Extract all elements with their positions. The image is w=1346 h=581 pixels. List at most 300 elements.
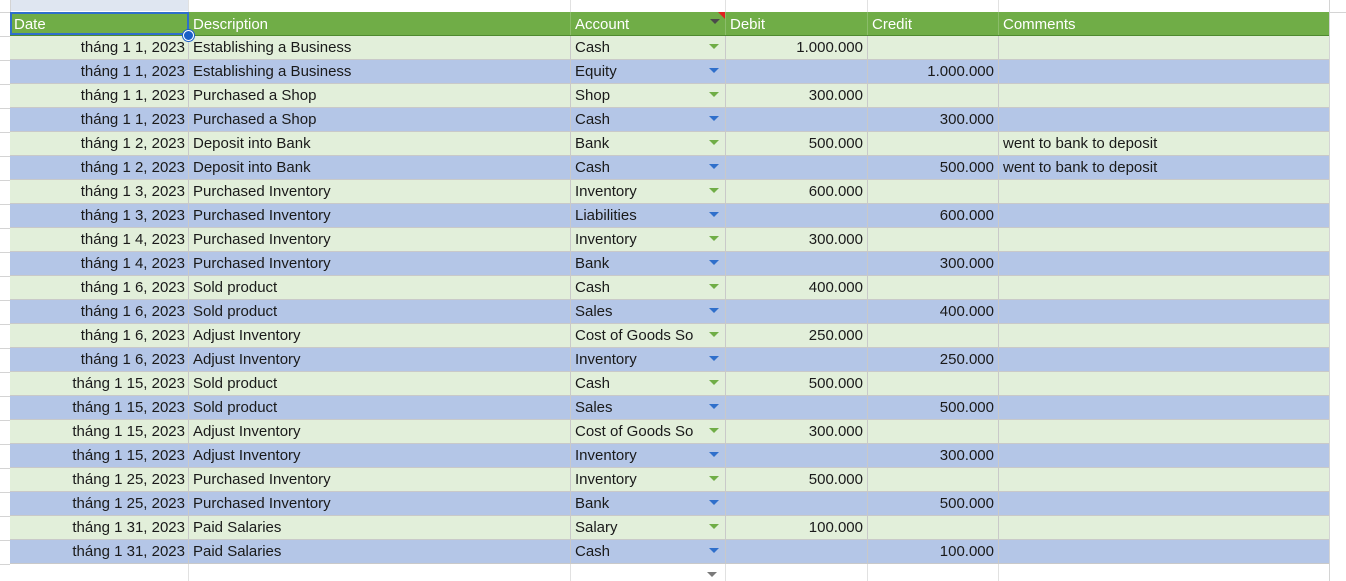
cell-date[interactable] bbox=[10, 324, 189, 347]
cell-description-value: Adjust Inventory bbox=[193, 447, 301, 464]
row-header-divider bbox=[0, 540, 10, 541]
cell-comments[interactable] bbox=[999, 372, 1330, 395]
header-date-label: Date bbox=[14, 16, 46, 33]
cell-date[interactable] bbox=[10, 396, 189, 419]
grid-line bbox=[867, 0, 868, 12]
cell-comments[interactable] bbox=[999, 228, 1330, 251]
table-right-edge bbox=[1329, 0, 1330, 581]
empty-cell[interactable] bbox=[726, 564, 868, 581]
header-debit-label: Debit bbox=[730, 16, 766, 33]
cell-description-value: Deposit into Bank bbox=[193, 135, 311, 152]
cell-date[interactable] bbox=[10, 60, 189, 83]
row-header-divider bbox=[0, 372, 10, 373]
cell-description-value: Adjust Inventory bbox=[193, 423, 301, 440]
table-row bbox=[10, 396, 1330, 420]
cell-account[interactable] bbox=[571, 108, 726, 131]
cell-date-value: tháng 1 31, 2023 bbox=[72, 543, 185, 560]
cell-account-value: Cash bbox=[575, 279, 611, 296]
grid-line bbox=[998, 0, 999, 12]
cell-account-value: Sales bbox=[575, 399, 613, 416]
row-header-divider bbox=[0, 516, 10, 517]
cell-credit-value: 500.000 bbox=[939, 495, 994, 512]
cell-debit[interactable] bbox=[726, 60, 868, 83]
cell-account[interactable] bbox=[571, 324, 726, 347]
dropdown-arrow-icon[interactable] bbox=[709, 260, 719, 265]
cell-description[interactable] bbox=[189, 180, 571, 203]
cell-account-value: Cash bbox=[575, 543, 611, 560]
cell-description-value: Sold product bbox=[193, 375, 278, 392]
cell-date[interactable] bbox=[10, 420, 189, 443]
cell-date-value: tháng 1 6, 2023 bbox=[80, 303, 185, 320]
cell-description-value: Purchased a Shop bbox=[193, 111, 317, 128]
cell-description[interactable] bbox=[189, 396, 571, 419]
cell-account[interactable] bbox=[571, 228, 726, 251]
table-row bbox=[10, 204, 1330, 228]
cell-debit[interactable] bbox=[726, 204, 868, 227]
cell-description-value: Purchased Inventory bbox=[193, 207, 331, 224]
cell-date[interactable] bbox=[10, 108, 189, 131]
cell-account[interactable] bbox=[571, 516, 726, 539]
cell-date[interactable] bbox=[10, 444, 189, 467]
cell-debit[interactable] bbox=[726, 420, 868, 443]
table-row bbox=[10, 540, 1330, 564]
cell-account-value: Cost of Goods So bbox=[575, 423, 694, 440]
row-header-divider bbox=[0, 564, 10, 565]
cell-account[interactable] bbox=[571, 156, 726, 179]
cell-comments[interactable] bbox=[999, 276, 1330, 299]
cell-account[interactable] bbox=[571, 540, 726, 563]
cell-debit[interactable] bbox=[726, 276, 868, 299]
cell-date-value: tháng 1 6, 2023 bbox=[80, 351, 185, 368]
cell-description[interactable] bbox=[189, 84, 571, 107]
cell-date-value: tháng 1 15, 2023 bbox=[72, 447, 185, 464]
cell-comments[interactable] bbox=[999, 396, 1330, 419]
cell-account[interactable] bbox=[571, 276, 726, 299]
cell-description[interactable] bbox=[189, 372, 571, 395]
cell-description[interactable] bbox=[189, 252, 571, 275]
cell-description-value: Paid Salaries bbox=[193, 519, 282, 536]
cell-credit[interactable] bbox=[868, 540, 999, 563]
cell-date[interactable] bbox=[10, 540, 189, 563]
table-row bbox=[10, 516, 1330, 540]
cell-debit[interactable] bbox=[726, 348, 868, 371]
filter-dropdown-icon[interactable] bbox=[710, 19, 720, 24]
cell-description[interactable] bbox=[189, 540, 571, 563]
cell-date[interactable] bbox=[10, 300, 189, 323]
cell-account-value: Cash bbox=[575, 111, 611, 128]
cell-debit[interactable] bbox=[726, 180, 868, 203]
cell-account[interactable] bbox=[571, 132, 726, 155]
dropdown-arrow-icon[interactable] bbox=[709, 212, 719, 217]
cell-credit[interactable] bbox=[868, 300, 999, 323]
cell-account[interactable] bbox=[571, 492, 726, 515]
cell-account[interactable] bbox=[571, 468, 726, 491]
cell-date[interactable] bbox=[10, 276, 189, 299]
cell-comments[interactable] bbox=[999, 84, 1330, 107]
cell-account[interactable] bbox=[571, 372, 726, 395]
cell-comments-value: went to bank to deposit bbox=[1003, 159, 1158, 176]
dropdown-arrow-icon[interactable] bbox=[709, 140, 719, 145]
cell-description-value: Purchased Inventory bbox=[193, 231, 331, 248]
cell-credit[interactable] bbox=[868, 180, 999, 203]
cell-credit[interactable] bbox=[868, 228, 999, 251]
cell-credit[interactable] bbox=[868, 348, 999, 371]
dropdown-arrow-icon[interactable] bbox=[709, 356, 719, 361]
dropdown-arrow-icon[interactable] bbox=[709, 404, 719, 409]
cell-date-value: tháng 1 4, 2023 bbox=[80, 255, 185, 272]
dropdown-arrow-icon[interactable] bbox=[709, 164, 719, 169]
header-date[interactable] bbox=[10, 12, 189, 35]
cell-comments[interactable] bbox=[999, 516, 1330, 539]
cell-account-value: Cash bbox=[575, 39, 611, 56]
cell-description[interactable] bbox=[189, 204, 571, 227]
table-header-row bbox=[10, 12, 1330, 36]
cell-description[interactable] bbox=[189, 516, 571, 539]
cell-comments[interactable] bbox=[999, 180, 1330, 203]
cell-account[interactable] bbox=[571, 444, 726, 467]
cell-debit[interactable] bbox=[726, 84, 868, 107]
cell-debit[interactable] bbox=[726, 252, 868, 275]
cell-debit[interactable] bbox=[726, 108, 868, 131]
cell-date[interactable] bbox=[10, 252, 189, 275]
comment-indicator-icon[interactable] bbox=[718, 12, 725, 19]
cell-debit-value: 500.000 bbox=[808, 471, 863, 488]
cell-description[interactable] bbox=[189, 36, 571, 59]
cell-account[interactable] bbox=[571, 36, 726, 59]
row-header-divider bbox=[0, 444, 10, 445]
table-row bbox=[10, 300, 1330, 324]
table-row bbox=[10, 468, 1330, 492]
cell-credit[interactable] bbox=[868, 204, 999, 227]
cell-date[interactable] bbox=[10, 228, 189, 251]
cell-description-value: Purchased a Shop bbox=[193, 87, 317, 104]
cell-date-value: tháng 1 1, 2023 bbox=[80, 111, 185, 128]
row-header-divider bbox=[0, 12, 10, 13]
cell-account-value: Inventory bbox=[575, 183, 637, 200]
cell-date-value: tháng 1 25, 2023 bbox=[72, 471, 185, 488]
cell-date[interactable] bbox=[10, 84, 189, 107]
cell-debit-value: 300.000 bbox=[808, 87, 863, 104]
cell-debit-value: 600.000 bbox=[808, 183, 863, 200]
cell-credit[interactable] bbox=[868, 396, 999, 419]
table-row bbox=[10, 156, 1330, 180]
cell-description-value: Paid Salaries bbox=[193, 543, 282, 560]
cell-account[interactable] bbox=[571, 84, 726, 107]
cell-date[interactable] bbox=[10, 348, 189, 371]
table-row bbox=[10, 228, 1330, 252]
cell-date-value: tháng 1 15, 2023 bbox=[72, 375, 185, 392]
table-row bbox=[10, 84, 1330, 108]
cell-description-value: Sold product bbox=[193, 399, 278, 416]
cell-comments[interactable] bbox=[999, 348, 1330, 371]
table-row bbox=[10, 492, 1330, 516]
cell-account[interactable] bbox=[571, 348, 726, 371]
cell-credit[interactable] bbox=[868, 132, 999, 155]
cell-credit[interactable] bbox=[868, 420, 999, 443]
cell-debit[interactable] bbox=[726, 156, 868, 179]
cell-description-value: Adjust Inventory bbox=[193, 351, 301, 368]
cell-comments[interactable] bbox=[999, 60, 1330, 83]
cell-credit[interactable] bbox=[868, 84, 999, 107]
cell-description-value: Deposit into Bank bbox=[193, 159, 311, 176]
empty-cell[interactable] bbox=[999, 564, 1330, 581]
cell-description-value: Adjust Inventory bbox=[193, 327, 301, 344]
grid-line bbox=[570, 0, 571, 12]
cell-date-value: tháng 1 4, 2023 bbox=[80, 231, 185, 248]
cell-description-value: Establishing a Business bbox=[193, 39, 352, 56]
cell-credit-value: 600.000 bbox=[939, 207, 994, 224]
cell-credit-value: 300.000 bbox=[939, 255, 994, 272]
empty-cell[interactable] bbox=[189, 564, 571, 581]
cell-account-value: Sales bbox=[575, 303, 613, 320]
cell-date[interactable] bbox=[10, 516, 189, 539]
cell-description-value: Purchased Inventory bbox=[193, 471, 331, 488]
cell-description[interactable] bbox=[189, 156, 571, 179]
cell-description[interactable] bbox=[189, 492, 571, 515]
cell-debit[interactable] bbox=[726, 444, 868, 467]
cell-date[interactable] bbox=[10, 492, 189, 515]
cell-debit-value: 250.000 bbox=[808, 327, 863, 344]
table-row bbox=[10, 372, 1330, 396]
dropdown-arrow-icon[interactable] bbox=[709, 92, 719, 97]
cell-debit[interactable] bbox=[726, 36, 868, 59]
table-row bbox=[10, 420, 1330, 444]
cell-credit-value: 500.000 bbox=[939, 159, 994, 176]
cell-description[interactable] bbox=[189, 276, 571, 299]
cell-date-value: tháng 1 31, 2023 bbox=[72, 519, 185, 536]
cell-debit-value: 400.000 bbox=[808, 279, 863, 296]
empty-row bbox=[10, 564, 1330, 581]
dropdown-arrow-icon[interactable] bbox=[709, 428, 719, 433]
table-row bbox=[10, 276, 1330, 300]
row-header-divider bbox=[0, 396, 10, 397]
cell-date-value: tháng 1 1, 2023 bbox=[80, 39, 185, 56]
cell-account-value: Cash bbox=[575, 375, 611, 392]
cell-comments[interactable] bbox=[999, 204, 1330, 227]
cell-description[interactable] bbox=[189, 420, 571, 443]
row-header-divider bbox=[0, 228, 10, 229]
cell-description[interactable] bbox=[189, 108, 571, 131]
dropdown-arrow-icon[interactable] bbox=[709, 524, 719, 529]
cell-debit[interactable] bbox=[726, 132, 868, 155]
cell-comments[interactable] bbox=[999, 540, 1330, 563]
row-header-divider bbox=[0, 276, 10, 277]
dropdown-arrow-icon[interactable] bbox=[707, 572, 717, 577]
cell-debit-value: 500.000 bbox=[808, 135, 863, 152]
cell-credit[interactable] bbox=[868, 516, 999, 539]
cell-credit-value: 300.000 bbox=[939, 447, 994, 464]
dropdown-arrow-icon[interactable] bbox=[709, 188, 719, 193]
empty-cell[interactable] bbox=[868, 564, 999, 581]
row-header-divider bbox=[0, 348, 10, 349]
fill-handle-icon[interactable] bbox=[183, 30, 194, 41]
cell-account-value: Bank bbox=[575, 495, 610, 512]
dropdown-arrow-icon[interactable] bbox=[709, 332, 719, 337]
dropdown-arrow-icon[interactable] bbox=[709, 44, 719, 49]
cell-description[interactable] bbox=[189, 348, 571, 371]
header-description[interactable] bbox=[189, 12, 571, 35]
row-header-divider bbox=[0, 132, 10, 133]
table-row bbox=[10, 180, 1330, 204]
cell-comments[interactable] bbox=[999, 252, 1330, 275]
cell-debit[interactable] bbox=[726, 300, 868, 323]
header-account[interactable] bbox=[571, 12, 726, 35]
cell-debit[interactable] bbox=[726, 228, 868, 251]
table-row bbox=[10, 324, 1330, 348]
cell-account-value: Cost of Goods So bbox=[575, 327, 694, 344]
cell-credit[interactable] bbox=[868, 252, 999, 275]
cell-credit[interactable] bbox=[868, 444, 999, 467]
cell-account[interactable] bbox=[571, 300, 726, 323]
cell-date-value: tháng 1 2, 2023 bbox=[80, 159, 185, 176]
cell-credit[interactable] bbox=[868, 276, 999, 299]
row-header-divider bbox=[0, 468, 10, 469]
empty-cell[interactable] bbox=[10, 564, 189, 581]
cell-account-value: Inventory bbox=[575, 471, 637, 488]
cell-account-value: Bank bbox=[575, 135, 610, 152]
cell-date[interactable] bbox=[10, 468, 189, 491]
cell-account-value: Salary bbox=[575, 519, 618, 536]
table-row bbox=[10, 108, 1330, 132]
cell-credit[interactable] bbox=[868, 36, 999, 59]
cell-debit[interactable] bbox=[726, 540, 868, 563]
cell-description[interactable] bbox=[189, 444, 571, 467]
cell-date-value: tháng 1 6, 2023 bbox=[80, 279, 185, 296]
dropdown-arrow-icon[interactable] bbox=[709, 236, 719, 241]
cell-description[interactable] bbox=[189, 60, 571, 83]
cell-debit[interactable] bbox=[726, 516, 868, 539]
cell-date-value: tháng 1 15, 2023 bbox=[72, 399, 185, 416]
ledger-table bbox=[10, 12, 1330, 581]
cell-date[interactable] bbox=[10, 180, 189, 203]
cell-debit-value: 1.000.000 bbox=[796, 39, 863, 56]
cell-account[interactable] bbox=[571, 396, 726, 419]
dropdown-arrow-icon[interactable] bbox=[709, 452, 719, 457]
dropdown-arrow-icon[interactable] bbox=[709, 308, 719, 313]
dropdown-arrow-icon[interactable] bbox=[709, 116, 719, 121]
cell-account[interactable] bbox=[571, 204, 726, 227]
row-header-divider bbox=[0, 156, 10, 157]
cell-description-value: Sold product bbox=[193, 303, 278, 320]
row-header-divider bbox=[0, 252, 10, 253]
cell-comments[interactable] bbox=[999, 468, 1330, 491]
cell-debit[interactable] bbox=[726, 396, 868, 419]
cell-debit[interactable] bbox=[726, 372, 868, 395]
table-row bbox=[10, 36, 1330, 60]
cell-comments[interactable] bbox=[999, 324, 1330, 347]
cell-credit[interactable] bbox=[868, 108, 999, 131]
cell-comments[interactable] bbox=[999, 36, 1330, 59]
cell-comments[interactable] bbox=[999, 156, 1330, 179]
cell-debit-value: 300.000 bbox=[808, 231, 863, 248]
row-header-divider bbox=[0, 36, 10, 37]
cell-credit-value: 250.000 bbox=[939, 351, 994, 368]
grid-line bbox=[188, 0, 189, 12]
cell-credit-value: 100.000 bbox=[939, 543, 994, 560]
cell-debit-value: 300.000 bbox=[808, 423, 863, 440]
cell-debit[interactable] bbox=[726, 492, 868, 515]
cell-date-value: tháng 1 25, 2023 bbox=[72, 495, 185, 512]
cell-credit[interactable] bbox=[868, 324, 999, 347]
cell-date-value: tháng 1 2, 2023 bbox=[80, 135, 185, 152]
cell-account[interactable] bbox=[571, 252, 726, 275]
cell-comments[interactable] bbox=[999, 108, 1330, 131]
cell-comments[interactable] bbox=[999, 132, 1330, 155]
row-header-divider bbox=[0, 180, 10, 181]
row-header-divider bbox=[0, 300, 10, 301]
table-row bbox=[10, 252, 1330, 276]
cell-account[interactable] bbox=[571, 180, 726, 203]
row-header-divider bbox=[0, 492, 10, 493]
header-credit[interactable] bbox=[868, 12, 999, 35]
cell-account[interactable] bbox=[571, 420, 726, 443]
cell-account[interactable] bbox=[571, 60, 726, 83]
cell-credit[interactable] bbox=[868, 60, 999, 83]
cell-debit-value: 500.000 bbox=[808, 375, 863, 392]
cell-description[interactable] bbox=[189, 468, 571, 491]
cell-account-value: Liabilities bbox=[575, 207, 637, 224]
cell-description-value: Purchased Inventory bbox=[193, 183, 331, 200]
cell-date-value: tháng 1 15, 2023 bbox=[72, 423, 185, 440]
cell-comments[interactable] bbox=[999, 300, 1330, 323]
cell-description[interactable] bbox=[189, 228, 571, 251]
header-debit[interactable] bbox=[726, 12, 868, 35]
dropdown-arrow-icon[interactable] bbox=[709, 548, 719, 553]
cell-account-value: Shop bbox=[575, 87, 611, 104]
cell-credit[interactable] bbox=[868, 156, 999, 179]
cell-description-value: Establishing a Business bbox=[193, 63, 352, 80]
cell-debit[interactable] bbox=[726, 468, 868, 491]
cell-description-value: Sold product bbox=[193, 279, 278, 296]
row-header-divider bbox=[0, 204, 10, 205]
cell-description[interactable] bbox=[189, 300, 571, 323]
cell-date[interactable] bbox=[10, 204, 189, 227]
header-account-label: Account bbox=[575, 16, 630, 33]
dropdown-arrow-icon[interactable] bbox=[709, 380, 719, 385]
dropdown-arrow-icon[interactable] bbox=[709, 476, 719, 481]
cell-credit-value: 1.000.000 bbox=[927, 63, 994, 80]
dropdown-arrow-icon[interactable] bbox=[709, 284, 719, 289]
cell-date[interactable] bbox=[10, 36, 189, 59]
cell-description[interactable] bbox=[189, 132, 571, 155]
header-comments[interactable] bbox=[999, 12, 1330, 35]
dropdown-arrow-icon[interactable] bbox=[709, 500, 719, 505]
cell-date-value: tháng 1 3, 2023 bbox=[80, 183, 185, 200]
cell-description[interactable] bbox=[189, 324, 571, 347]
cell-credit-value: 400.000 bbox=[939, 303, 994, 320]
table-body bbox=[10, 36, 1330, 564]
table-row bbox=[10, 60, 1330, 84]
dropdown-arrow-icon[interactable] bbox=[709, 68, 719, 73]
cell-account-value: Cash bbox=[575, 159, 611, 176]
cell-comments[interactable] bbox=[999, 492, 1330, 515]
cell-comments[interactable] bbox=[999, 420, 1330, 443]
cell-date-value: tháng 1 1, 2023 bbox=[80, 63, 185, 80]
cell-date[interactable] bbox=[10, 132, 189, 155]
empty-cell[interactable] bbox=[571, 564, 726, 581]
cell-debit[interactable] bbox=[726, 324, 868, 347]
cell-credit[interactable] bbox=[868, 372, 999, 395]
cell-comments[interactable] bbox=[999, 444, 1330, 467]
header-credit-label: Credit bbox=[872, 16, 913, 33]
cell-date[interactable] bbox=[10, 372, 189, 395]
cell-credit[interactable] bbox=[868, 492, 999, 515]
row-header-divider bbox=[0, 420, 10, 421]
cell-credit[interactable] bbox=[868, 468, 999, 491]
cell-date[interactable] bbox=[10, 156, 189, 179]
row-header-divider bbox=[0, 60, 10, 61]
table-row bbox=[10, 132, 1330, 156]
